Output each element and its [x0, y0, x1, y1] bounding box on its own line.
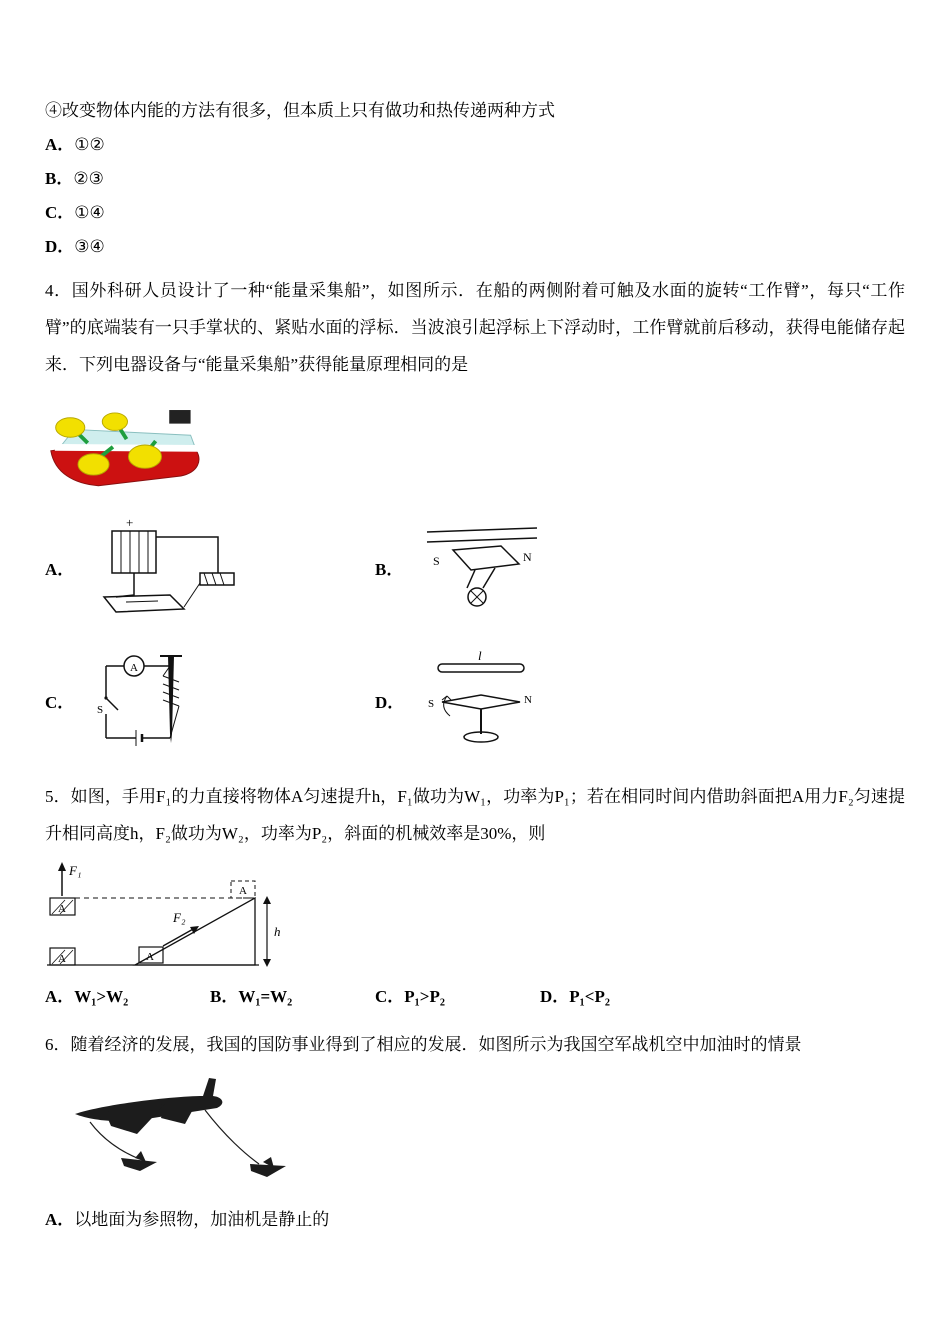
needle-pole-n: N [524, 694, 533, 706]
block-on-slope-label: A [146, 951, 154, 963]
q6-option-a-label: A． [45, 1210, 75, 1229]
q4-option-b-label: B． [375, 560, 404, 579]
rotation-arrow [444, 696, 450, 716]
q3-option-a [45, 134, 905, 156]
switch-blade [106, 698, 118, 710]
energy-ship-illustration [45, 389, 210, 499]
q3-option-b-label: B． [45, 169, 74, 188]
q4-option-c [45, 650, 375, 750]
flat-device-detail [126, 601, 158, 602]
q5-option-c-label: C． [375, 987, 405, 1006]
q4-ship-figure [45, 389, 905, 499]
q3-option-a-label: A． [45, 135, 75, 154]
q5-option-a-text: W₁>W₂ [74, 987, 129, 1006]
fighter-left-body [121, 1158, 157, 1171]
nail-shaft [168, 656, 174, 743]
q5-option-a-label: A． [45, 987, 75, 1006]
needle-pole-s: S [428, 698, 435, 710]
rotation-arrowhead [442, 696, 451, 700]
h-label: h [274, 924, 281, 939]
ammeter-label: A [130, 662, 139, 674]
q5-option-b [210, 986, 375, 1008]
electromagnet-circuit-figure [96, 650, 208, 750]
ship-float-1 [56, 418, 85, 437]
f2-label: F₂ [173, 910, 186, 925]
ship-float-4 [128, 445, 161, 468]
pole-label-s: S [433, 553, 441, 568]
linkage-right [483, 568, 495, 588]
switch-pivot [105, 696, 108, 699]
pole-label-n: N [523, 549, 533, 564]
q6-refueling-figure [45, 1066, 905, 1191]
wire-top [156, 537, 218, 573]
ship-float-2 [102, 413, 127, 430]
q5-option-d [540, 986, 705, 1008]
block-top-left-label: A [58, 903, 66, 915]
aerial-refueling-illustration [45, 1066, 310, 1191]
resistor-hatch [212, 573, 216, 585]
q3-option-b-text: ②③ [73, 169, 104, 188]
q4-option-d-label: D． [375, 692, 405, 712]
q5-option-b-text: W₁=W₂ [238, 987, 293, 1006]
wire-right [184, 583, 200, 607]
switch-label: S [97, 704, 104, 716]
ship-float-3 [78, 454, 109, 475]
fighter-right-body [250, 1164, 286, 1177]
q5-option-d-label: D． [540, 987, 570, 1006]
linkage-left [467, 570, 475, 588]
q5-incline-figure [45, 860, 905, 980]
inclined-plane-diagram [45, 860, 290, 980]
q5-option-d-text: P₁<P₂ [569, 987, 610, 1006]
conductor-bar [438, 664, 524, 672]
q4-option-b [375, 522, 540, 614]
dashed-block-label: A [239, 885, 247, 897]
q5-options-row [45, 986, 905, 1008]
q3-statement-4: ④改变物体内能的方法有很多，但本质上只有做功和热传递两种方式 [45, 101, 555, 120]
q3-option-c [45, 202, 905, 224]
battery-pack [112, 531, 156, 573]
frame-line-bottom [427, 538, 537, 542]
q6-option-a-text: 以地面为参照物，加油机是静止的 [74, 1210, 330, 1229]
f1-arrowhead [58, 862, 66, 871]
wire-left [116, 573, 134, 597]
q3-option-c-text: ①④ [74, 203, 105, 222]
tanker-wing-right [161, 1102, 197, 1124]
resistor-hatch [204, 573, 208, 585]
compass-needle [442, 695, 520, 709]
q4-option-c-label: C． [45, 692, 75, 712]
conductor-compass-figure [426, 650, 538, 750]
q4-options-ab-row [45, 515, 905, 620]
q3-option-b [45, 168, 905, 190]
q3-option-a-text: ①② [74, 135, 105, 154]
conductor-length-label: l [478, 650, 482, 663]
frame-line-top [427, 528, 537, 532]
f1-label: F₁ [69, 863, 82, 878]
resistor-hatch [220, 573, 224, 585]
block-bottom-left-label: A [58, 953, 66, 965]
refuel-hose-right [205, 1110, 259, 1164]
q4-option-a-label: A． [45, 560, 75, 579]
q4-option-a [45, 515, 375, 620]
battery-plus-label: + [126, 515, 134, 530]
q3-option-c-label: C． [45, 203, 75, 222]
q4-stem: 4．国外科研人员设计了一种“能量采集船”，如图所示．在船的两侧附着可触及水面的旋转“工作臂”，每只“工作臂”的底端装有一只手掌状的、紧贴水面的浮标．当波浪引起浮标上下浮动时，工作臂就前后移动，获得电能储存起来．下列电器设备与“能量采集船”获得能量原理相同的是 [45, 281, 905, 374]
f2-arrow-shaft [163, 928, 195, 946]
q4-options-cd-row [45, 650, 905, 750]
generator-magnet-figure [425, 522, 540, 614]
h-arrowhead-bottom [263, 959, 271, 967]
flat-device [104, 595, 184, 612]
q3-option-d-text: ③④ [74, 237, 105, 256]
magnet-armature [453, 546, 519, 570]
ship-stripe [55, 444, 199, 452]
q3-option-d-label: D． [45, 237, 75, 256]
q6-option-a [45, 1209, 905, 1231]
q5-option-b-label: B． [210, 987, 239, 1006]
q5-stem: 5．如图，手用F₁的力直接将物体A匀速提升h，F₁做功为W₁，功率为P₁；若在相同时间内借助斜面把A用力F₂匀速提升相同高度h，F₂做功为W₂，功率为P₂，斜面的机械效率是30%，则 [45, 787, 905, 843]
battery-device-figure [96, 515, 236, 620]
q5-option-c [375, 986, 540, 1008]
q6-stem: 6．随着经济的发展，我国的国防事业得到了相应的发展．如图所示为我国空军战机空中加油时的情景 [45, 1035, 802, 1054]
q4-option-d [375, 650, 538, 750]
q3-option-d [45, 236, 905, 258]
q5-option-c-text: P₁>P₂ [404, 987, 445, 1006]
ship-cabin [169, 410, 190, 424]
q5-option-a [45, 986, 210, 1008]
h-arrowhead-top [263, 896, 271, 904]
